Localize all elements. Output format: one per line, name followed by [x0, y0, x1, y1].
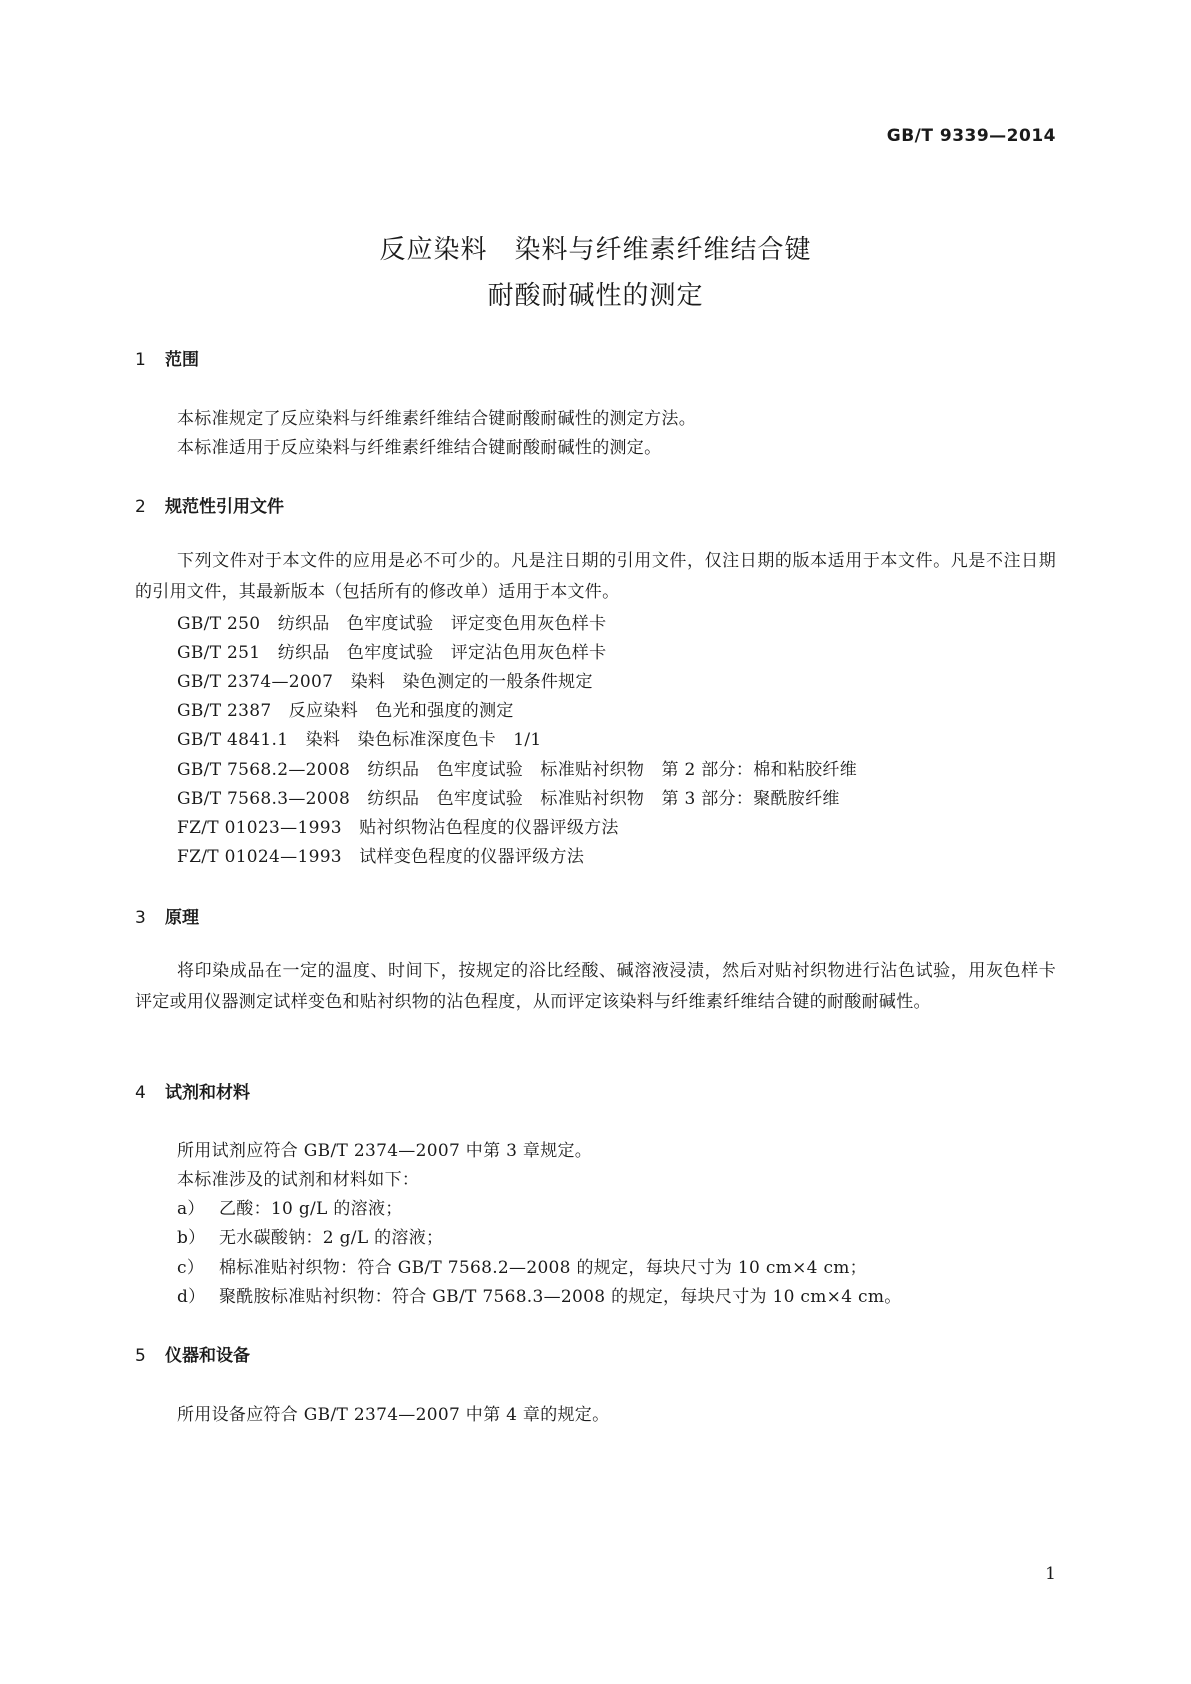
list-label: a）	[177, 1199, 205, 1219]
section-1-heading	[135, 345, 199, 370]
reference-item: GB/T 2374—2007 染料 染色测定的一般条件规定	[177, 672, 593, 692]
list-label: d）	[177, 1287, 206, 1307]
section-title: 仪器和设备	[165, 1346, 250, 1366]
reference-item: FZ/T 01024—1993 试样变色程度的仪器评级方法	[177, 847, 585, 867]
section-2-intro: 下列文件对于本文件的应用是必不可少的。凡是注日期的引用文件，仅注日期的版本适用于本文件。凡是不注日期的引用文件，其最新版本（包括所有的修改单）适用于本文件。	[135, 551, 1056, 602]
section-number: 4	[135, 1083, 146, 1103]
reference-item: GB/T 251 纺织品 色牢度试验 评定沾色用灰色样卡	[177, 643, 607, 663]
section-title: 原理	[165, 908, 199, 928]
document-title-line-1: 反应染料 染料与纤维素纤维结合键	[379, 235, 812, 265]
section-number: 3	[135, 908, 146, 928]
list-text: 无水碳酸钠：2 g/L 的溶液；	[219, 1228, 444, 1248]
reference-item: GB/T 4841.1 染料 染色标准深度色卡 1/1	[177, 730, 542, 750]
section-3-heading	[135, 903, 199, 928]
section-5-heading	[135, 1341, 250, 1366]
list-label: b）	[177, 1228, 206, 1248]
reference-item: GB/T 250 纺织品 色牢度试验 评定变色用灰色样卡	[177, 614, 607, 634]
section-number: 5	[135, 1346, 146, 1366]
section-title: 范围	[165, 350, 199, 370]
section-1-line-1: 本标准规定了反应染料与纤维素纤维结合键耐酸耐碱性的测定方法。	[177, 409, 696, 429]
section-4-line-1: 所用试剂应符合 GB/T 2374—2007 中第 3 章规定。	[177, 1141, 593, 1161]
list-item	[177, 1282, 902, 1307]
section-2-heading	[135, 492, 284, 517]
section-3-text: 将印染成品在一定的温度、时间下，按规定的浴比经酸、碱溶液浸渍，然后对贴衬织物进行沾色试验，用灰色样卡评定或用仪器测定试样变色和贴衬织物的沾色程度，从而评定该染料与纤维素纤维结合键的耐酸耐碱性。	[135, 961, 1056, 1012]
section-4-line-2: 本标准涉及的试剂和材料如下：	[177, 1170, 420, 1190]
reference-item: GB/T 2387 反应染料 色光和强度的测定	[177, 701, 514, 721]
section-1-line-2: 本标准适用于反应染料与纤维素纤维结合键耐酸耐碱性的测定。	[177, 438, 662, 458]
list-item	[177, 1223, 443, 1248]
list-label: c）	[177, 1258, 205, 1278]
section-5-text: 所用设备应符合 GB/T 2374—2007 中第 4 章的规定。	[177, 1405, 610, 1425]
list-text: 乙酸：10 g/L 的溶液；	[219, 1199, 403, 1219]
section-number: 1	[135, 350, 146, 370]
standard-number: GB/T 9339—2014	[886, 126, 1056, 146]
document-title-line-2: 耐酸耐碱性的测定	[487, 281, 704, 311]
section-number: 2	[135, 497, 146, 517]
section-4-heading	[135, 1078, 250, 1103]
list-text: 棉标准贴衬织物：符合 GB/T 7568.2—2008 的规定，每块尺寸为 10 cm×4 cm；	[219, 1258, 867, 1278]
page-number: 1	[1045, 1564, 1056, 1584]
list-item	[177, 1253, 867, 1278]
reference-item: FZ/T 01023—1993 贴衬织物沾色程度的仪器评级方法	[177, 818, 619, 838]
section-title: 规范性引用文件	[165, 497, 284, 517]
list-text: 聚酰胺标准贴衬织物：符合 GB/T 7568.3—2008 的规定，每块尺寸为 10 cm×4 cm。	[219, 1287, 902, 1307]
reference-item: GB/T 7568.3—2008 纺织品 色牢度试验 标准贴衬织物 第 3 部分：聚酰胺纤维	[177, 789, 840, 809]
reference-item: GB/T 7568.2—2008 纺织品 色牢度试验 标准贴衬织物 第 2 部分：棉和粘胶纤维	[177, 760, 858, 780]
section-title: 试剂和材料	[165, 1083, 250, 1103]
list-item	[177, 1194, 403, 1219]
